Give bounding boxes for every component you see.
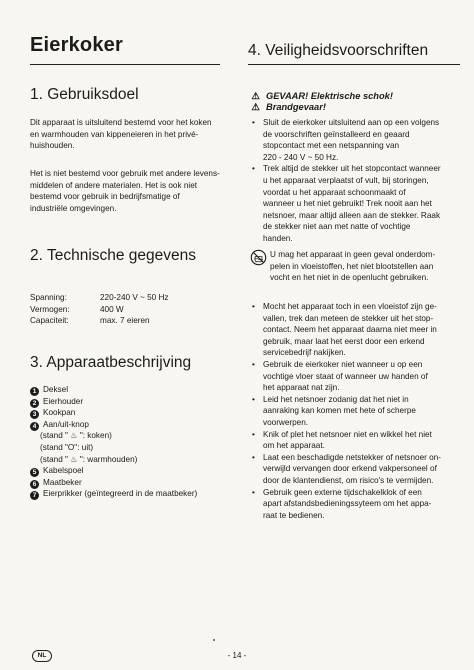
text-line: raat te bedienen.: [263, 510, 325, 520]
part-label: Deksel: [43, 385, 69, 394]
text-line: de stekker niet aan met natte of vochtige: [263, 222, 411, 232]
no-immersion-icon: [250, 249, 267, 266]
text-line: Het is niet bestemd voor gebruik met andere levens-: [30, 169, 220, 178]
text-line: vochtige vloer staat of wanneer uw handen of: [263, 371, 428, 381]
part-sub-item: [30, 454, 197, 466]
text-line: verwijld vervangen door erkend vakpersoneel of: [263, 464, 437, 474]
text-line: voordat u het apparaat schoonmaakt of: [263, 187, 406, 197]
spec-value: 400 W: [100, 304, 124, 314]
text-line: middelen of andere materialen. Het is ook niet: [30, 180, 198, 190]
section-1-paragraph-2: [30, 168, 220, 214]
spec-label: Capaciteit:: [30, 316, 69, 326]
text-line: gebruik, maar laat het eerst door een erkend: [263, 336, 425, 346]
part-item: [30, 488, 197, 500]
bullet-icon: •: [252, 429, 255, 439]
part-number-badge: 4: [30, 422, 39, 431]
warning-fire: ⚠ Brandgevaar!: [251, 102, 326, 112]
section-4-rule: [248, 64, 460, 65]
part-item: [30, 419, 197, 431]
bullet-item: [250, 163, 450, 244]
bullet-icon: •: [252, 164, 255, 174]
part-label: (stand " ♨ ": koken): [40, 431, 112, 441]
part-label: Maatbeker: [43, 477, 82, 487]
bullet-icon: •: [252, 118, 255, 127]
text-line: apart afstandsbedieningssyteem om het appa-: [263, 499, 432, 509]
part-number-badge: 7: [30, 491, 39, 500]
text-line: industriële omgevingen.: [30, 203, 117, 213]
page-dot: [213, 639, 215, 641]
section-4-heading: 4. Veiligheidsvoorschriften: [248, 42, 429, 59]
bullet-item: [250, 394, 450, 429]
bullet-icon: •: [252, 359, 255, 369]
text-line: Dit apparaat is uitsluitend bestemd voor het koken: [30, 118, 212, 127]
tech-specs: [30, 292, 220, 328]
no-immersion-notice: [250, 249, 446, 284]
part-item: [30, 477, 197, 489]
warning-triangle-icon: ⚠: [251, 102, 260, 112]
text-line: Trek altijd de stekker uit het stopcontact wanneer: [263, 164, 441, 174]
text-line: handen.: [263, 233, 293, 243]
text-line: stopcontact met een netspanning van: [263, 141, 400, 151]
text-line: huishouden.: [30, 141, 75, 151]
text-line: U mag het apparaat in geen geval onderdom-: [270, 250, 436, 259]
part-item: [30, 465, 197, 477]
bullet-item: [250, 301, 450, 359]
part-item: [30, 407, 197, 419]
text-line: pelen in vloeistoffen, het niet blootstellen aan: [270, 261, 434, 271]
spec-value: max. 7 eieren: [100, 316, 150, 326]
text-line: contact. Neem het apparaat daarna niet meer in: [263, 325, 437, 335]
text-line: Leid het netsnoer zodanig dat het niet in: [263, 394, 409, 404]
part-sub-item: [30, 430, 197, 442]
page-number: - 14 -: [227, 651, 247, 660]
text-line: netsnoer, maar altijd alleen aan de stekker. Raak: [263, 210, 441, 220]
text-line: Laat een beschadigde netstekker of netsnoer on-: [263, 452, 441, 462]
bullet-icon: •: [252, 394, 255, 404]
text-line: Gebruik de eierkoker niet wanneer u op een: [263, 359, 423, 369]
text-line: vallen, trek dan meteen de stekker uit het stop-: [263, 313, 434, 323]
parts-list: [30, 384, 197, 500]
section-1-paragraph-1: [30, 117, 220, 152]
text-line: om het apparaat.: [263, 441, 325, 451]
part-number-badge: 6: [30, 480, 39, 489]
text-line: aanraking kan komen met hete of scherpe: [263, 406, 416, 416]
text-line: vocht en het niet in de openlucht gebruiken.: [270, 273, 429, 283]
bullet-item: [250, 359, 450, 394]
safety-list-1: [250, 117, 450, 245]
section-2-heading: 2. Technische gegevens: [30, 247, 197, 264]
section-3-heading: 3. Apparaatbeschrijving: [30, 354, 192, 371]
safety-list-2: [250, 301, 450, 521]
page-title: Eierkoker: [30, 34, 123, 56]
part-label: Kookpan: [43, 408, 76, 418]
text-line: servicebedrijf nakijken.: [263, 348, 346, 358]
bullet-item: [250, 429, 450, 452]
part-number-badge: 5: [30, 468, 39, 477]
warning-electric-shock: ⚠ GEVAAR! Elektrische schok!: [251, 91, 393, 101]
text-line: voorwerpen.: [263, 417, 309, 427]
bullet-item: [250, 487, 450, 522]
part-label: Eierhouder: [43, 396, 84, 406]
text-line: en warmhouden van kippeneieren in het privé-: [30, 129, 199, 139]
bullet-icon: •: [252, 302, 255, 311]
spec-label: Spanning:: [30, 293, 67, 302]
bullet-item: [250, 452, 450, 487]
bullet-icon: •: [252, 452, 255, 462]
part-number-badge: 3: [30, 410, 39, 419]
text-line: Mocht het apparaat toch in een vloeistof zijn ge-: [263, 302, 437, 311]
part-sub-item: [30, 442, 197, 454]
part-label: Kabelspoel: [43, 466, 84, 476]
part-label: Aan/uit-knop: [43, 419, 89, 429]
part-item: [30, 396, 197, 408]
spec-value: 220-240 V ~ 50 Hz: [100, 293, 169, 302]
spec-label: Vermogen:: [30, 304, 70, 314]
text-line: wanneer u het niet gebruikt! Trek nooit aan het: [263, 199, 432, 209]
part-label: Eierprikker (geïntegreerd in de maatbeker): [43, 489, 198, 499]
text-line: de voorschriften geïnstalleerd en geaard: [263, 129, 410, 139]
text-line: door de klantendienst, om risico's te vermijden.: [263, 475, 434, 485]
text-line: het apparaat nat zijn.: [263, 383, 340, 393]
warning-triangle-icon: ⚠: [251, 91, 260, 101]
text-line: 220 - 240 V ~ 50 Hz.: [263, 152, 339, 162]
part-label: (stand " ♨ ": warmhouden): [40, 454, 138, 464]
part-number-badge: 1: [30, 387, 39, 396]
text-line: bestemd voor gebruik in bedrijfsmatige of: [30, 192, 180, 202]
bullet-item: [250, 117, 450, 163]
language-badge: NL: [32, 650, 52, 662]
text-line: u het apparaat verplaatst of vult, bij storingen,: [263, 175, 429, 185]
text-line: Gebruik geen externe tijdschakelklok of een: [263, 487, 422, 497]
part-number-badge: 2: [30, 399, 39, 408]
text-line: Sluit de eierkoker uitsluitend aan op een volgens: [263, 118, 440, 127]
part-label: (stand "O": uit): [40, 442, 94, 452]
text-line: Knik of plet het netsnoer niet en wikkel het niet: [263, 429, 432, 439]
part-item: [30, 384, 197, 396]
bullet-icon: •: [252, 487, 255, 497]
section-1-heading: 1. Gebruiksdoel: [30, 86, 139, 103]
title-rule: [30, 64, 220, 65]
